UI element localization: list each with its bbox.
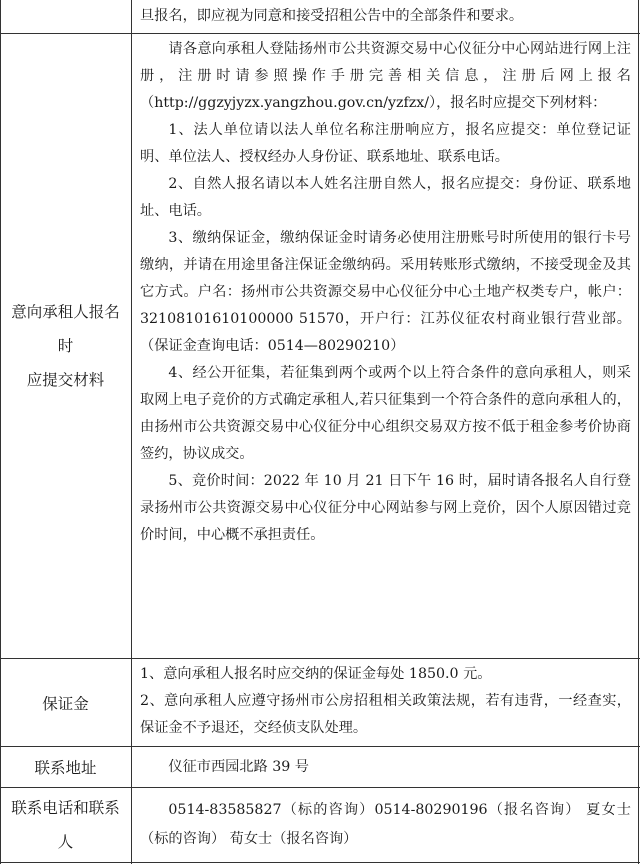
materials-intro: 请各意向承租人登陆扬州市公共资源交易中心仪征分中心网站进行网上注册，注册时请参照操作手册完善相关信息，注册后网上报名（http://ggzyjyzx.yangzhou.gov.cn/yzfzx/），报名时应提交下列材料： xyxy=(140,41,631,111)
materials-content xyxy=(132,34,639,658)
deposit-line-1: 1、意向承租人报名时应交纳的保证金每处 1850.0 元。 xyxy=(140,666,492,682)
materials-label-line-1: 意向承租人报名 xyxy=(11,303,120,321)
contact-value: 0514-83585827（标的咨询）0514-80290196（报名咨询） 夏女士（标的咨询） 荀女士（报名咨询） xyxy=(140,802,631,847)
materials-label-line-2: 时 xyxy=(57,337,74,355)
contact-label-line-2: 人 xyxy=(57,833,74,851)
materials-item-3: 3、缴纳保证金，缴纳保证金时请务必使用注册账号时所使用的银行卡号缴纳，并请在用途里备注保证金缴纳码。采用转账形式缴纳，不接受现金及其它方式。户名：扬州市公共资源交易中心仪征分中心土地产权类专户，帐户：32108101610100000 51570，开户行：江苏仪征农村商业银行营业部。（保证金查询电话：0514—80290210） xyxy=(140,230,631,354)
address-value: 仪征市西园北路 39 号 xyxy=(168,759,309,775)
address-content xyxy=(132,747,639,787)
materials-item-2: 2、自然人报名请以本人姓名注册自然人，报名应提交：身份证、联系地址、电话。 xyxy=(140,176,631,219)
contact-content xyxy=(132,788,639,862)
materials-item-5: 5、竞价时间：2022 年 10 月 21 日下午 16 时，届时请各报名人自行登录扬州市公共资源交易中心仪征分中心网站参与网上竞价，因个人原因错过竞价时间，中心概不承担责任。 xyxy=(140,473,631,543)
materials-label-line-3: 应提交材料 xyxy=(26,371,105,389)
deposit-content xyxy=(132,659,639,746)
deposit-label: 保证金 xyxy=(42,694,89,713)
address-label: 联系地址 xyxy=(34,759,97,777)
materials-item-1: 1、法人单位请以法人单位名称注册响应方，报名应提交：单位登记证明、单位法人、授权经办人身份证、联系地址、联系电话。 xyxy=(140,122,631,165)
materials-item-4: 4、经公开征集，若征集到两个或两个以上符合条件的意向承租人，则采取网上电子竞价的方式确定承租人,若只征集到一个符合条件的意向承租人的，由扬州市公共资源交易中心仪征分中心组织交易双方按不低于租金参考价协商签约，协议成交。 xyxy=(140,365,631,462)
materials-label xyxy=(0,34,131,658)
deposit-line-2: 2、意向承租人应遵守扬州市公房招租相关政策法规，若有违背，一经查实，保证金不予退还，交经侦支队处理。 xyxy=(140,693,631,736)
contact-label-line-1: 联系电话和联系 xyxy=(11,799,120,817)
top-row-text: 旦报名，即应视为同意和接受招租公告中的全部条件和要求。 xyxy=(140,8,524,24)
contact-label xyxy=(0,788,131,862)
